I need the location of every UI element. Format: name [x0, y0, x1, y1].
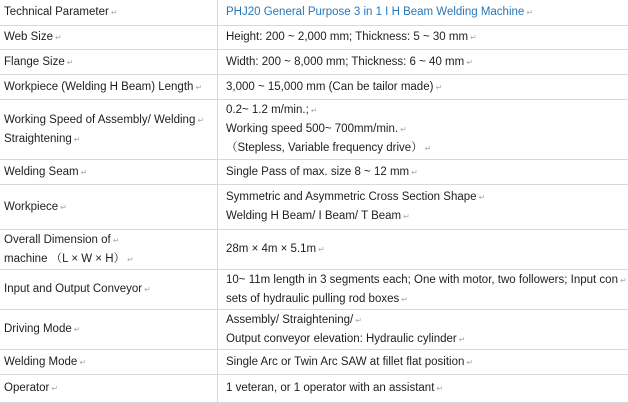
table-row [0, 160, 628, 185]
param-cell [0, 75, 218, 99]
table-row [0, 185, 628, 230]
param-text: Welding Seam ↵ [4, 163, 211, 182]
table-row [0, 230, 628, 270]
value-text: Welding H Beam/ I Beam/ T Beam ↵ [226, 207, 620, 226]
value-text: sets of hydraulic pulling rod boxes ↵ [226, 290, 620, 309]
value-cell [218, 160, 628, 184]
param-cell [0, 26, 218, 49]
param-cell [0, 185, 218, 229]
param-text: Input and Output Conveyor ↵ [4, 280, 211, 299]
value-text: 28m × 4m × 5.1m ↵ [226, 240, 620, 259]
value-cell [218, 100, 628, 159]
value-text: Single Pass of max. size 8 ~ 12 mm ↵ [226, 163, 620, 182]
table-row [0, 26, 628, 50]
table-row [0, 75, 628, 100]
param-text: Operator ↵ [4, 379, 211, 398]
param-cell [0, 100, 218, 159]
param-text: Web Size ↵ [4, 28, 211, 47]
value-text: Working speed 500~ 700mm/min. ↵ [226, 120, 620, 139]
table-row [0, 50, 628, 75]
table-row [0, 310, 628, 350]
value-text: （Stepless, Variable frequency drive） ↵ [226, 139, 620, 158]
param-text: Overall Dimension of ↵ [4, 231, 211, 250]
table-row [0, 350, 628, 375]
value-cell [218, 75, 628, 99]
value-text: Single Arc or Twin Arc SAW at fillet flat position ↵ [226, 353, 620, 372]
param-text: Flange Size ↵ [4, 53, 211, 72]
param-text: Workpiece (Welding H Beam) Length ↵ [4, 78, 211, 97]
param-cell [0, 0, 218, 25]
value-cell [218, 375, 628, 402]
param-text: Driving Mode ↵ [4, 320, 211, 339]
value-text: Width: 200 ~ 8,000 mm; Thickness: 6 ~ 40 mm ↵ [226, 53, 620, 72]
table-row [0, 270, 628, 310]
value-text: 10~ 11m length in 3 segments each; One with motor, two followers; Input con ↵ [226, 271, 620, 290]
value-text: 3,000 ~ 15,000 mm (Can be tailor made) ↵ [226, 78, 620, 97]
param-cell [0, 160, 218, 184]
value-cell [218, 230, 628, 269]
value-cell [218, 185, 628, 229]
param-text: Workpiece ↵ [4, 198, 211, 217]
param-cell [0, 375, 218, 402]
param-cell [0, 50, 218, 74]
param-text: Technical Parameter ↵ [4, 3, 211, 22]
table-row [0, 100, 628, 160]
param-text: Straightening ↵ [4, 130, 211, 149]
value-cell [218, 50, 628, 74]
value-cell [218, 270, 628, 309]
param-cell [0, 310, 218, 349]
param-text: Working Speed of Assembly/ Welding ↵ [4, 111, 211, 130]
param-text: Welding Mode ↵ [4, 353, 211, 372]
value-text: Height: 200 ~ 2,000 mm; Thickness: 5 ~ 30 mm ↵ [226, 28, 620, 47]
value-cell [218, 350, 628, 374]
table-row [0, 375, 628, 403]
value-text: 0.2~ 1.2 m/min.; ↵ [226, 101, 620, 120]
table-row [0, 0, 628, 26]
value-cell [218, 0, 628, 25]
value-cell [218, 310, 628, 349]
param-text: machine （L × W × H） ↵ [4, 250, 211, 269]
value-text: PHJ20 General Purpose 3 in 1 I H Beam Welding Machine ↵ [226, 3, 620, 22]
value-text: Symmetric and Asymmetric Cross Section Shape ↵ [226, 188, 620, 207]
value-text: Assembly/ Straightening/ ↵ [226, 311, 620, 330]
value-text: 1 veteran, or 1 operator with an assistant ↵ [226, 379, 620, 398]
param-cell [0, 270, 218, 309]
param-cell [0, 230, 218, 269]
param-cell [0, 350, 218, 374]
value-cell [218, 26, 628, 49]
value-text: Output conveyor elevation: Hydraulic cylinder ↵ [226, 330, 620, 349]
